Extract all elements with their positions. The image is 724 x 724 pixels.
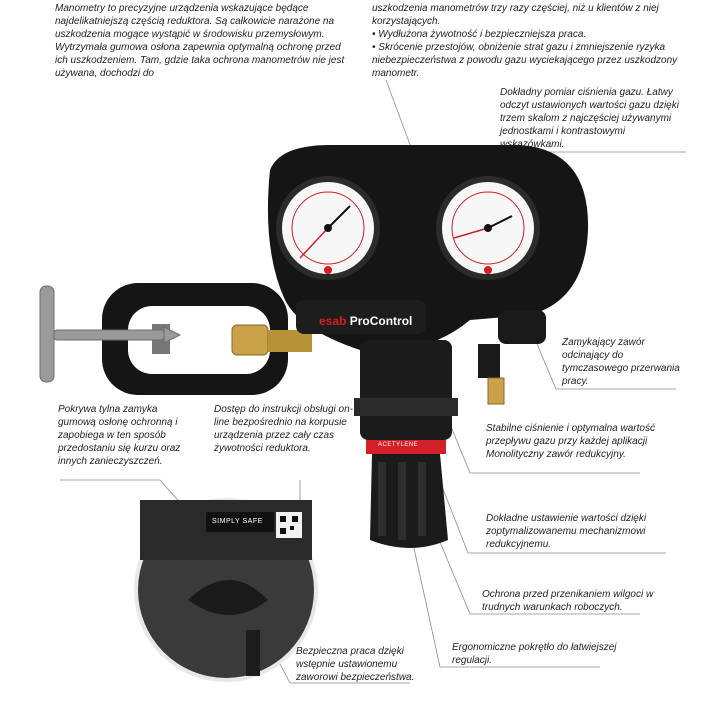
stable-callout-text-2: Monolityczny zawór redukcyjny. xyxy=(486,449,626,460)
intro-left-paragraph: Manometry to precyzyjne urządzenia wskazujące będące najdelikatniejszą częścią reduktora. Są całkowicie narażone na uszkodzenia mogące wystąpić w środowisku przemysłowym. Wytrzymała gumowa osłona zapewnia optymalną ochronę przed ich uszkodzeniem. Tam, gdzie taka ochrona manometrów nie jest używana, dochodzi do xyxy=(55,3,345,79)
shutoff-valve xyxy=(478,310,546,404)
intro-right-text xyxy=(372,2,702,80)
shutoff-callout xyxy=(562,336,682,388)
accurate-callout-text: Dokładne ustawienie wartości dzięki zoptymalizowanemu mechanizmowi redukcyjnemu. xyxy=(486,513,647,550)
gauges-callout xyxy=(500,86,690,151)
instructions-callout xyxy=(214,403,362,455)
cover-callout-text: Pokrywa tylna zamyka gumową osłonę ochronną i zapobiega w ten sposób przedostaniu się kurzu oraz innych zanieczyszczeń. xyxy=(58,404,181,467)
gauge-working-pressure xyxy=(436,176,540,280)
detail-inset xyxy=(134,498,318,682)
moisture-callout xyxy=(482,588,682,614)
intro-right-bullet-2: • Skrócenie przestojów, obniżenie strat gazu i zmniejszenie ryzyka niebezpieczeństwa z powodu gazu wyciekającego przez uszkodzony manometr. xyxy=(372,42,678,79)
gauge-high-pressure xyxy=(276,176,380,280)
safety-callout xyxy=(296,645,430,684)
cover-callout xyxy=(58,403,196,468)
intro-right-paragraph-1: uszkodzenia manometrów trzy razy częściej, niż u klientów z niej korzystających. xyxy=(372,3,659,27)
gauges-callout-text: Dokładny pomiar ciśnienia gazu. Łatwy odczyt ustawionych wartości gazu dzięki trzem skalom z najczęściej używanymi jednostkami i kontrastowymi wskazówkami. xyxy=(500,87,679,150)
instructions-callout-text: Dostęp do instrukcji obsługi on-line bezpośrednio na korpusie urządzenia przez cały czas żywotności reduktora. xyxy=(214,404,353,454)
stable-callout xyxy=(486,422,676,461)
accurate-callout xyxy=(486,512,686,551)
ergonomic-callout xyxy=(452,641,622,667)
stable-callout-text-1: Stabilne ciśnienie i optymalna wartość przepływu gazu przy każdej aplikacji xyxy=(486,423,655,447)
intro-right-bullet-1: • Wydłużona żywotność i bezpieczniejsza praca. xyxy=(372,29,587,40)
brand-logo: esab ProControl xyxy=(319,314,413,328)
leader-protection xyxy=(386,80,412,150)
safety-callout-text: Bezpieczna praca dzięki wstępnie ustawionemu zaworowi bezpieczeństwa. xyxy=(296,646,415,683)
moisture-callout-text: Ochrona przed przenikaniem wilgoci w trudnych warunkach roboczych. xyxy=(482,589,654,613)
knob-ring-label: ACETYLENE xyxy=(378,442,419,448)
intro-left-text xyxy=(55,2,345,80)
shutoff-callout-text: Zamykający zawór odcinający do tymczasowego przerwania pracy. xyxy=(562,337,680,387)
ergonomic-callout-text: Ergonomiczne pokrętło do łatwiejszej regulacji. xyxy=(452,642,617,666)
simply-safe-tag: SIMPLY SAFE xyxy=(212,518,263,525)
